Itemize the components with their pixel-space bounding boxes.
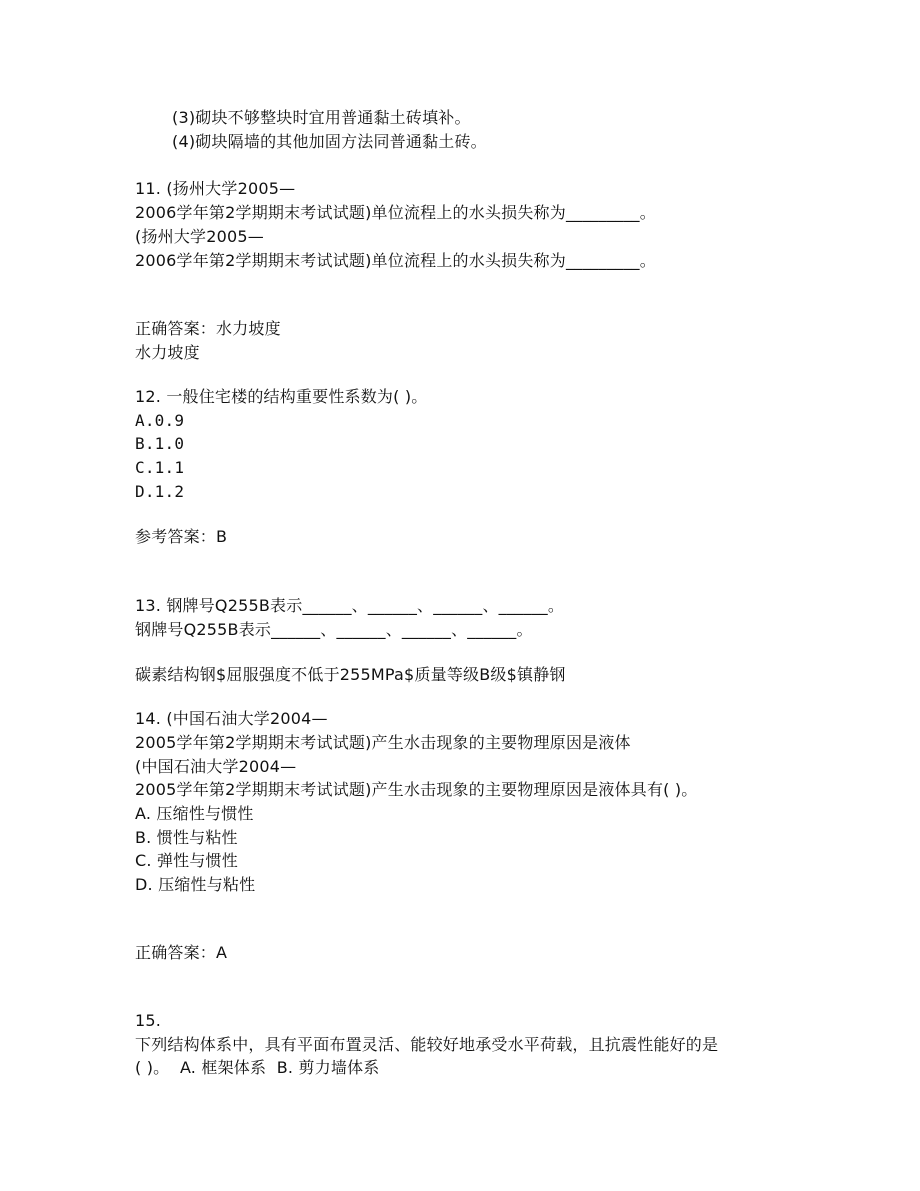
question-15-line-1: 下列结构体系中，具有平面布置灵活、能较好地承受水平荷载，且抗震性能好的是 [135,1035,719,1054]
question-14-option-c: C. 弹性与惯性 [135,851,238,870]
question-13-answer: 碳素结构钢$屈服强度不低于255MPa$质量等级B级$镇静钢 [135,665,566,684]
question-11-line-3: (扬州大学2005— [135,227,264,246]
question-11-line-1: 11. (扬州大学2005— [135,179,296,198]
question-14-option-b: B. 惯性与粘性 [135,828,238,847]
question-14-line-1: 14. (中国石油大学2004— [135,709,328,728]
item-3-text: (3)砌块不够整块时宜用普通黏土砖填补。 [172,108,471,127]
question-14-line-4: 2005学年第2学期期末考试试题)产生水击现象的主要物理原因是液体具有( )。 [135,780,698,799]
question-12-text: 12. 一般住宅楼的结构重要性系数为( )。 [135,387,428,406]
question-11-line-2: 2006学年第2学期期末考试试题)单位流程上的水头损失称为_________。 [135,203,656,222]
question-14-answer: 正确答案：A [135,943,228,962]
question-14-line-2: 2005学年第2学期期末考试试题)产生水击现象的主要物理原因是液体 [135,733,631,752]
question-12-option-a: A.0.9 [135,411,185,430]
question-12-option-d: D.1.2 [135,482,185,501]
item-4-text: (4)砌块隔墙的其他加固方法同普通黏土砖。 [172,132,487,151]
question-11-line-4: 2006学年第2学期期末考试试题)单位流程上的水头损失称为_________。 [135,251,656,270]
question-13-line-1: 13. 钢牌号Q255B表示______、______、______、______。 [135,596,565,615]
question-12-answer: 参考答案：B [135,527,228,546]
question-14-option-a: A. 压缩性与惯性 [135,804,254,823]
question-12-option-c: C.1.1 [135,458,185,477]
question-15-line-2: ( )。 A. 框架体系 B. 剪力墙体系 [135,1058,380,1077]
question-11-answer: 正确答案：水力坡度 [135,319,281,338]
question-11-answer-text: 水力坡度 [135,343,200,362]
question-14-line-3: (中国石油大学2004— [135,757,297,776]
question-13-line-2: 钢牌号Q255B表示______、______、______、______。 [135,620,533,639]
question-12-option-b: B.1.0 [135,434,185,453]
question-15-number: 15. [135,1011,162,1030]
question-14-option-d: D. 压缩性与粘性 [135,875,256,894]
